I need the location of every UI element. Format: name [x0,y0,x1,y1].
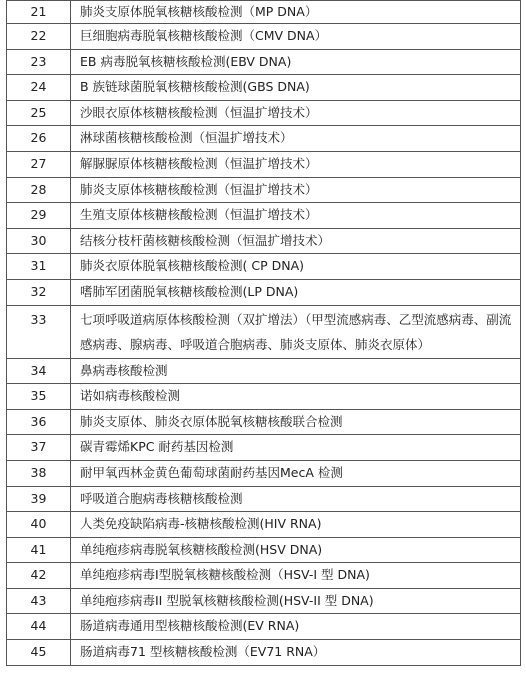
table-row [7,486,521,512]
table-row [7,588,521,614]
row-number: 41 [7,537,71,563]
test-item-name: 肺炎支原体核糖核酸检测（恒温扩增技术） [71,177,521,203]
test-item-name: B 族链球菌脱氧核糖核酸检测(GBS DNA) [71,75,521,101]
table-row [7,279,521,305]
test-item-name: 解脲脲原体核糖核酸检测（恒温扩增技术） [71,151,521,177]
test-item-name: 耐甲氧西林金黄色葡萄球菌耐药基因MecA 检测 [71,460,521,486]
table-row [7,305,521,358]
test-item-name: 肺炎支原体、肺炎衣原体脱氧核糖核酸联合检测 [71,409,521,435]
table-row [7,49,521,75]
table-row [7,254,521,280]
test-items-table [6,0,521,666]
table-row [7,384,521,410]
test-item-name: 鼻病毒核酸检测 [71,358,521,384]
row-number: 36 [7,409,71,435]
test-item-name: 嗜肺军团菌脱氧核糖核酸检测(LP DNA) [71,279,521,305]
row-number: 24 [7,75,71,101]
test-item-name: 巨细胞病毒脱氧核糖核酸检测（CMV DNA） [71,24,521,50]
test-item-name: 单纯疱疹病毒Ⅰ型脱氧核糖核酸检测（HSV-I 型 DNA) [71,563,521,589]
test-item-name: 单纯疱疹病毒II 型脱氧核糖核酸检测(HSV-II 型 DNA) [71,588,521,614]
test-item-name: 单纯疱疹病毒脱氧核糖核酸检测(HSV DNA) [71,537,521,563]
row-number: 27 [7,151,71,177]
row-number: 30 [7,228,71,254]
test-item-name: 诺如病毒核酸检测 [71,384,521,410]
row-number: 34 [7,358,71,384]
test-item-name: 肺炎支原体脱氧核糖核酸检测（MP DNA） [71,1,521,24]
row-number: 31 [7,254,71,280]
test-item-name: 人类免疫缺陷病毒-核糖核酸检测(HIV RNA) [71,512,521,538]
row-number: 32 [7,279,71,305]
row-number: 42 [7,563,71,589]
test-item-name: 肠道病毒71 型核糖核酸检测（EV71 RNA） [71,640,521,666]
table-row [7,203,521,229]
table-row [7,512,521,538]
row-number: 26 [7,126,71,152]
row-number: 39 [7,486,71,512]
test-item-name: EB 病毒脱氧核糖核酸检测(EBV DNA) [71,49,521,75]
test-item-name: 淋球菌核糖核酸检测（恒温扩增技术） [71,126,521,152]
table-row [7,460,521,486]
row-number: 44 [7,614,71,640]
row-number: 33 [7,305,71,358]
table-row [7,177,521,203]
test-item-name: 呼吸道合胞病毒核糖核酸检测 [71,486,521,512]
row-number: 25 [7,100,71,126]
table-row [7,126,521,152]
table-row [7,614,521,640]
table-row [7,1,521,24]
table-row [7,75,521,101]
row-number: 35 [7,384,71,410]
test-item-name: 七项呼吸道病原体核酸检测（双扩增法）（甲型流感病毒、乙型流感病毒、副流感病毒、腺病毒、呼吸道合胞病毒、肺炎支原体、肺炎衣原体） [71,305,521,358]
test-item-name: 生殖支原体核糖核酸检测（恒温扩增技术） [71,203,521,229]
row-number: 45 [7,640,71,666]
row-number: 38 [7,460,71,486]
table-body [7,1,521,666]
table-row [7,409,521,435]
table-row [7,358,521,384]
table-row [7,151,521,177]
test-item-name: 沙眼衣原体核糖核酸检测（恒温扩增技术） [71,100,521,126]
test-item-name: 碳青霉烯KPC 耐药基因检测 [71,435,521,461]
row-number: 29 [7,203,71,229]
row-number: 40 [7,512,71,538]
row-number: 23 [7,49,71,75]
row-number: 28 [7,177,71,203]
test-item-name: 肺炎衣原体脱氧核糖核酸检测( CP DNA) [71,254,521,280]
table-row [7,228,521,254]
table-row [7,537,521,563]
table-row [7,563,521,589]
table-row [7,24,521,50]
table-row [7,435,521,461]
test-item-name: 肠道病毒通用型核糖核酸检测(EV RNA) [71,614,521,640]
row-number: 22 [7,24,71,50]
table-row [7,100,521,126]
table-row [7,640,521,666]
row-number: 43 [7,588,71,614]
test-item-name: 结核分枝杆菌核糖核酸检测（恒温扩增技术） [71,228,521,254]
row-number: 37 [7,435,71,461]
row-number: 21 [7,1,71,24]
